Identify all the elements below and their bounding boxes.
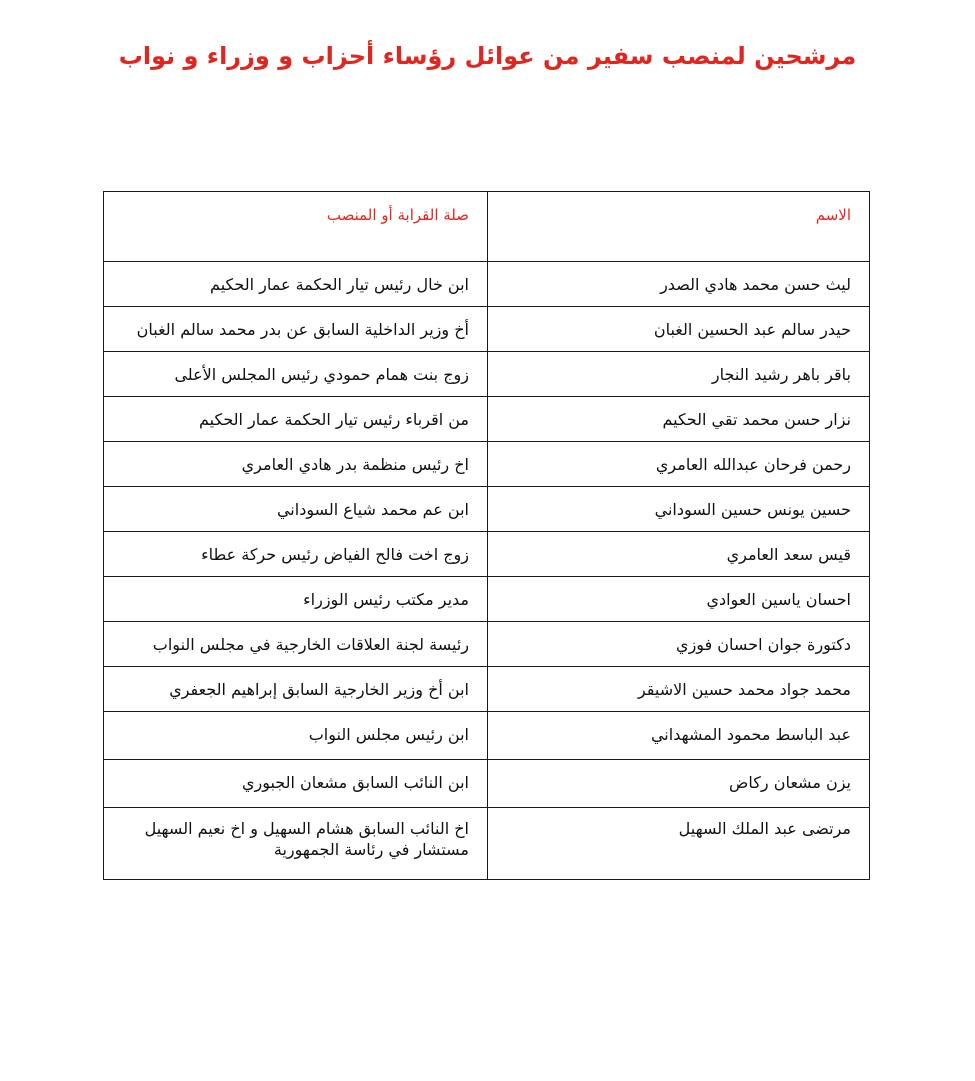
candidate-relation: ابن رئيس مجلس النواب	[104, 712, 488, 760]
candidate-relation: أخ وزير الداخلية السابق عن بدر محمد سالم الغبان	[104, 307, 488, 352]
table-row	[104, 487, 870, 532]
table-row	[104, 307, 870, 352]
table-row	[104, 622, 870, 667]
table-row	[104, 397, 870, 442]
table-row	[104, 712, 870, 760]
candidate-relation: اخ النائب السابق هشام السهيل و اخ نعيم السهيل مستشار في رئاسة الجمهورية	[104, 808, 488, 880]
table-row	[104, 667, 870, 712]
header-name: الاسم	[488, 192, 870, 262]
candidate-name: حيدر سالم عبد الحسين الغبان	[488, 307, 870, 352]
candidate-relation: زوج بنت همام حمودي رئيس المجلس الأعلى	[104, 352, 488, 397]
candidate-name: دكتورة جوان احسان فوزي	[488, 622, 870, 667]
candidate-relation: زوج اخت فالح الفياض رئيس حركة عطاء	[104, 532, 488, 577]
candidate-relation: ابن عم محمد شياع السوداني	[104, 487, 488, 532]
candidate-name: يزن مشعان ركاض	[488, 760, 870, 808]
page-title: مرشحين لمنصب سفير من عوائل رؤساء أحزاب و وزراء و نواب	[118, 42, 857, 70]
candidate-relation: ابن خال رئيس تيار الحكمة عمار الحكيم	[104, 262, 488, 307]
candidate-name: نزار حسن محمد تقي الحكيم	[488, 397, 870, 442]
table-row	[104, 760, 870, 808]
table-row	[104, 352, 870, 397]
candidate-relation: مدير مكتب رئيس الوزراء	[104, 577, 488, 622]
candidate-name: قيس سعد العامري	[488, 532, 870, 577]
candidate-name: ليث حسن محمد هادي الصدر	[488, 262, 870, 307]
table-row	[104, 577, 870, 622]
table-row	[104, 442, 870, 487]
candidate-name: باقر باهر رشيد النجار	[488, 352, 870, 397]
table-row	[104, 532, 870, 577]
header-relation: صلة القرابة أو المنصب	[104, 192, 488, 262]
table-row	[104, 262, 870, 307]
candidate-name: عبد الباسط محمود المشهداني	[488, 712, 870, 760]
candidate-name: احسان ياسين العوادي	[488, 577, 870, 622]
candidate-relation: ابن أخ وزير الخارجية السابق إبراهيم الجعفري	[104, 667, 488, 712]
candidate-name: مرتضى عبد الملك السهيل	[488, 808, 870, 880]
candidate-relation: رئيسة لجنة العلاقات الخارجية في مجلس النواب	[104, 622, 488, 667]
candidate-name: حسين يونس حسين السوداني	[488, 487, 870, 532]
table-row	[104, 808, 870, 880]
candidate-relation: ابن النائب السابق مشعان الجبوري	[104, 760, 488, 808]
candidate-name: محمد جواد محمد حسين الاشيقر	[488, 667, 870, 712]
candidate-relation: من اقرباء رئيس تيار الحكمة عمار الحكيم	[104, 397, 488, 442]
candidate-relation: اخ رئيس منظمة بدر هادي العامري	[104, 442, 488, 487]
candidates-table	[103, 191, 870, 880]
table-header-row	[104, 192, 870, 262]
candidate-name: رحمن فرحان عبدالله العامري	[488, 442, 870, 487]
